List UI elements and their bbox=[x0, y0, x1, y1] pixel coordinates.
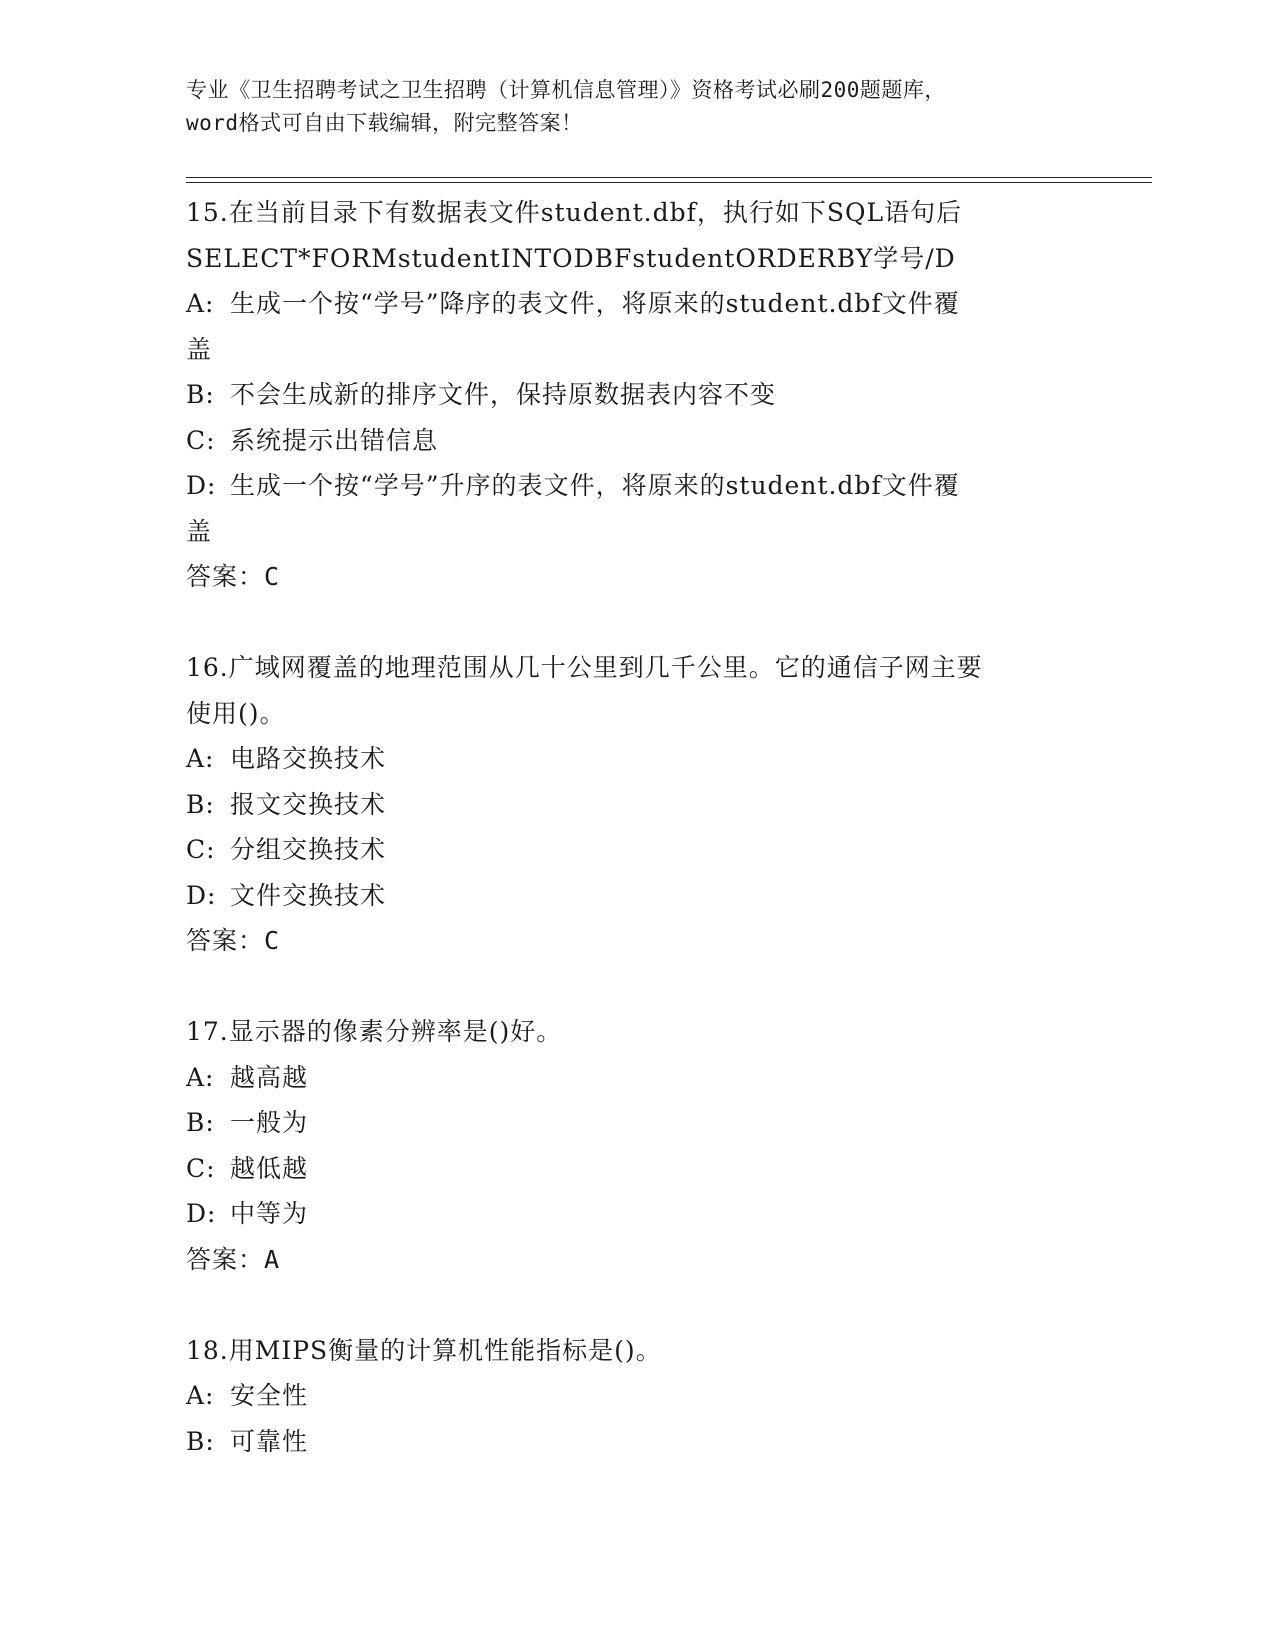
option-letter: B: bbox=[186, 380, 215, 409]
option-row bbox=[186, 736, 1086, 782]
question-block bbox=[186, 190, 1086, 600]
option-letter: A: bbox=[186, 289, 215, 318]
option-row bbox=[186, 782, 1086, 828]
option-text: 生成一个按“学号”降序的表文件，将原来的student.dbf文件覆 bbox=[230, 289, 960, 318]
option-letter: C: bbox=[186, 425, 216, 455]
option-text: 电路交换技术 bbox=[230, 744, 387, 773]
question-text-line: 17.显示器的像素分辨率是()好。 bbox=[186, 1017, 563, 1046]
option-letter: B: bbox=[186, 789, 215, 819]
option-letter: D: bbox=[186, 1199, 217, 1228]
option-row bbox=[186, 1419, 1086, 1465]
header-line-2: word格式可自由下载编辑，附完整答案！ bbox=[186, 111, 583, 135]
option-letter: A: bbox=[186, 744, 215, 773]
option-text: 中等为 bbox=[230, 1199, 309, 1228]
question-text-line: 15.在当前目录下有数据表文件student.dbf，执行如下SQL语句后 bbox=[186, 198, 963, 227]
option-row bbox=[186, 1055, 1086, 1101]
option-letter: A: bbox=[186, 1381, 215, 1410]
option-letter: D: bbox=[186, 880, 217, 910]
option-text: 越低越 bbox=[230, 1153, 309, 1183]
option-text: 文件交换技术 bbox=[230, 880, 387, 910]
option-text: 生成一个按“学号”升序的表文件，将原来的student.dbf文件覆 bbox=[230, 471, 960, 500]
option-text: 系统提示出错信息 bbox=[230, 425, 439, 455]
option-text: 分组交换技术 bbox=[230, 835, 387, 864]
option-row bbox=[186, 827, 1086, 873]
question-block bbox=[186, 645, 1086, 964]
question-list bbox=[186, 190, 1086, 1464]
answer-line: 答案：C bbox=[186, 562, 281, 591]
answer-line: 答案：C bbox=[186, 926, 281, 955]
option-letter: B: bbox=[186, 1108, 215, 1137]
option-text: 安全性 bbox=[230, 1381, 309, 1410]
option-text: 报文交换技术 bbox=[230, 789, 387, 819]
option-text: 一般为 bbox=[230, 1108, 309, 1137]
question-block bbox=[186, 1328, 1086, 1465]
option-row bbox=[186, 1373, 1086, 1419]
option-letter: C: bbox=[186, 835, 216, 864]
option-text-continuation: 盖 bbox=[186, 516, 213, 546]
header-line-1: 专业《卫生招聘考试之卫生招聘（计算机信息管理）》资格考试必刷200题题库， bbox=[186, 78, 946, 102]
option-text: 越高越 bbox=[230, 1062, 309, 1092]
question-block bbox=[186, 1009, 1086, 1282]
option-row bbox=[186, 281, 1086, 327]
question-text-line: 16.广域网覆盖的地理范围从几十公里到几千公里。它的通信子网主要 bbox=[186, 653, 983, 682]
option-row bbox=[186, 372, 1086, 418]
header-divider-bottom bbox=[186, 182, 1152, 183]
page-header bbox=[186, 74, 1086, 140]
question-text-line: 使用()。 bbox=[186, 698, 286, 728]
option-row bbox=[186, 463, 1086, 509]
option-row bbox=[186, 418, 1086, 464]
option-text-continuation: 盖 bbox=[186, 334, 213, 364]
option-row bbox=[186, 1146, 1086, 1192]
option-letter: B: bbox=[186, 1426, 215, 1456]
option-text: 不会生成新的排序文件，保持原数据表内容不变 bbox=[230, 380, 777, 409]
option-letter: D: bbox=[186, 471, 217, 500]
option-row bbox=[186, 1100, 1086, 1146]
option-letter: A: bbox=[186, 1062, 215, 1092]
option-letter: C: bbox=[186, 1153, 216, 1183]
option-row bbox=[186, 873, 1086, 919]
header-divider-top bbox=[186, 177, 1152, 178]
option-text: 可靠性 bbox=[230, 1426, 309, 1456]
answer-line: 答案：A bbox=[186, 1244, 281, 1274]
option-row bbox=[186, 1191, 1086, 1237]
question-text-line: SELECT*FORMstudentINTODBFstudentORDERBY学号/D bbox=[186, 243, 956, 273]
question-text-line: 18.用MIPS衡量的计算机性能指标是()。 bbox=[186, 1335, 662, 1365]
